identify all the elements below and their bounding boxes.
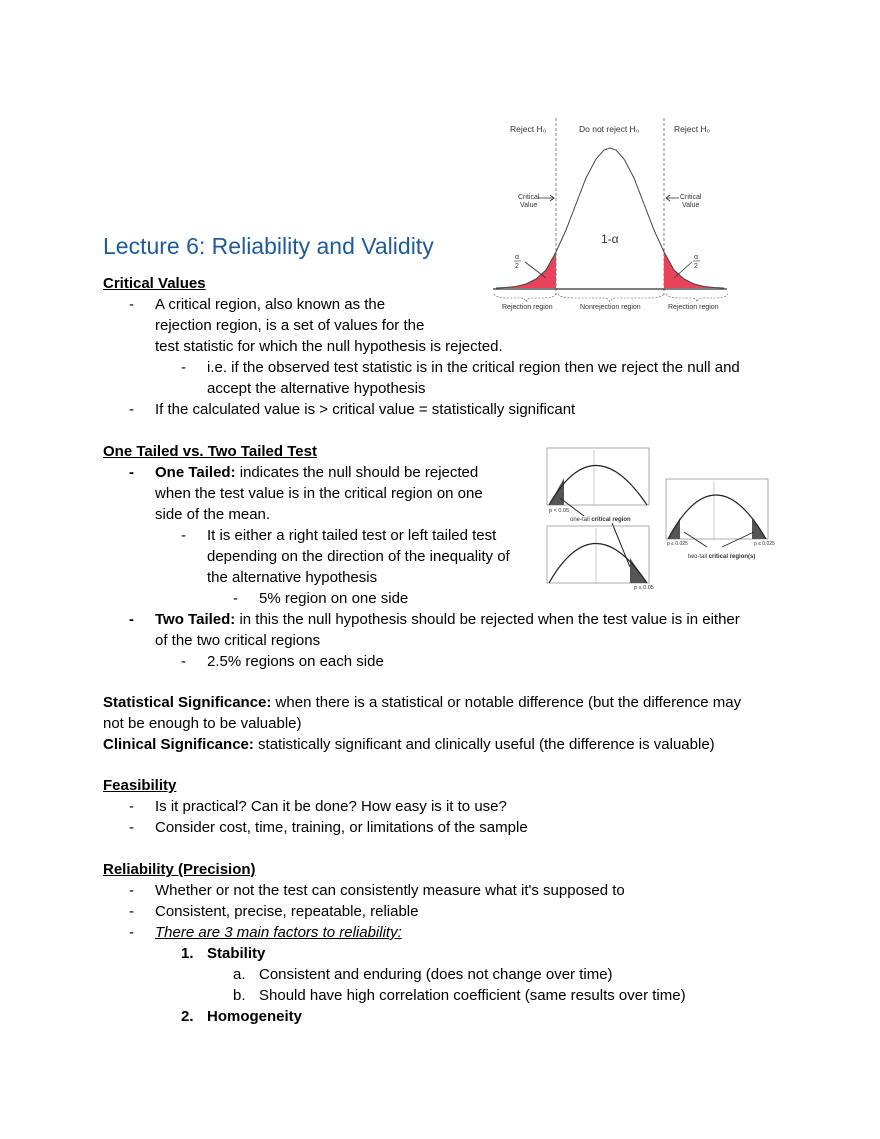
bullet-dash: -: [181, 527, 186, 544]
one-tailed-label: One Tailed:: [155, 464, 236, 481]
two-tailed-label: Two Tailed:: [155, 611, 236, 628]
reliability-heading: Reliability (Precision): [103, 861, 256, 878]
reliability-b-marker: b.: [233, 987, 246, 1004]
reliability-b3: There are 3 main factors to reliability:: [155, 924, 402, 941]
bullet-dash: -: [181, 359, 186, 376]
label-alpha-right: α: [694, 254, 699, 261]
rejection-area-left: [496, 252, 556, 288]
critical-values-b1a-l1: i.e. if the observed test statistic is in the critical region then we reject the null and: [207, 359, 740, 376]
bell-curve: [496, 148, 724, 288]
critical-values-b1-l2: rejection region, is a set of values for the: [155, 317, 425, 334]
critical-values-b1-l3: test statistic for which the null hypothesis is rejected.: [155, 338, 503, 355]
label-reject-left: Reject H₀: [510, 124, 547, 134]
statistical-significance-label: Statistical Significance:: [103, 694, 272, 711]
reliability-a-text: Consistent and enduring (does not change over time): [259, 966, 613, 983]
label-p025-left: p ≤ 0.025: [667, 541, 688, 547]
label-critical-left-1: Critical: [518, 194, 540, 201]
statistical-significance-l1: [103, 692, 741, 713]
one-tailed-l3: side of the mean.: [155, 506, 271, 523]
reliability-n1-marker: 1.: [181, 945, 194, 962]
bullet-dash: -: [233, 590, 238, 607]
reliability-b-text: Should have high correlation coefficient (same results over time): [259, 987, 686, 1004]
label-critical-right-1: Critical: [680, 194, 702, 201]
two-tailed-l2: of the two critical regions: [155, 632, 321, 649]
one-tailed-l1: [155, 462, 478, 483]
label-critical-right-2: Value: [682, 202, 700, 209]
two-tailed-text: in this the null hypothesis should be rejected when the test value is in either: [235, 611, 740, 628]
label-p05-bottom: p ≤ 0.05: [634, 585, 654, 591]
bullet-dash: -: [129, 401, 134, 418]
one-tailed-sub-l1: It is either a right tailed test or left tailed test: [207, 527, 497, 544]
two-tail-curve: [668, 495, 766, 539]
feasibility-b1: Is it practical? Can it be done? How easy is it to use?: [155, 798, 507, 815]
reliability-b2: Consistent, precise, repeatable, reliable: [155, 903, 419, 920]
reliability-b1: Whether or not the test can consistently measure what it's supposed to: [155, 882, 625, 899]
reliability-n1-label: Stability: [207, 945, 266, 962]
bullet-dash: -: [129, 924, 134, 941]
tail-tests-figure: [544, 446, 780, 594]
reliability-n2-label: Homogeneity: [207, 1008, 303, 1025]
bullet-dash: -: [129, 903, 134, 920]
statistical-significance-l2: not be enough to be valuable): [103, 715, 302, 732]
label-p05-top: p < 0.05: [549, 508, 570, 514]
one-tailed-text: indicates the null should be rejected: [235, 464, 479, 481]
bullet-dash: -: [129, 464, 134, 481]
page-title: Lecture 6: Reliability and Validity: [103, 233, 434, 259]
label-reject-right: Reject H₀: [674, 124, 711, 134]
feasibility-heading: Feasibility: [103, 777, 177, 794]
label-two-left: 2: [515, 263, 519, 270]
two-tailed-sub: 2.5% regions on each side: [207, 653, 384, 670]
critical-values-b1a-l2: accept the alternative hypothesis: [207, 380, 426, 397]
label-alpha-left: α: [515, 254, 520, 261]
clinical-significance: [103, 734, 715, 755]
one-tailed-l2: when the test value is in the critical region on one: [155, 485, 483, 502]
feasibility-b2: Consider cost, time, training, or limitations of the sample: [155, 819, 528, 836]
label-do-not-reject: Do not reject H₀: [579, 124, 640, 134]
label-rejection-region-right: Rejection region: [668, 304, 719, 311]
one-tailed-sub-sub: 5% region on one side: [259, 590, 409, 607]
two-tailed-l1: [155, 609, 740, 630]
reliability-n2-marker: 2.: [181, 1008, 194, 1025]
label-critical-left-2: Value: [520, 202, 538, 209]
label-nonrejection-region: Nonrejection region: [580, 304, 641, 311]
normal-distribution-figure: [488, 110, 738, 320]
critical-values-b1-l1: A critical region, also known as the: [155, 296, 386, 313]
critical-values-b2: If the calculated value is > critical value = statistically significant: [155, 401, 576, 418]
label-one-minus-alpha: 1-α: [601, 232, 619, 246]
label-two-right: 2: [694, 263, 698, 270]
tails-heading: One Tailed vs. Two Tailed Test: [103, 443, 317, 460]
bullet-dash: -: [129, 819, 134, 836]
label-p025-right: p ≤ 0.025: [754, 541, 775, 547]
reliability-a-marker: a.: [233, 966, 246, 983]
label-rejection-region-left: Rejection region: [502, 304, 553, 311]
label-one-tail: one-tail critical region: [570, 517, 631, 523]
bullet-dash: -: [129, 296, 134, 313]
one-tailed-sub-l3: the alternative hypothesis: [207, 569, 378, 586]
label-two-tail: two-tail critical region(s): [688, 554, 756, 560]
one-tailed-sub-l2: depending on the direction of the inequality of: [207, 548, 510, 565]
bullet-dash: -: [129, 611, 134, 628]
bullet-dash: -: [129, 882, 134, 899]
statistical-significance-text: when there is a statistical or notable difference (but the difference may: [271, 694, 742, 711]
bullet-dash: -: [181, 653, 186, 670]
clinical-significance-label: Clinical Significance:: [103, 736, 254, 753]
clinical-significance-text: statistically significant and clinically useful (the difference is valuable): [253, 736, 715, 753]
critical-values-heading: Critical Values: [103, 275, 206, 292]
bullet-dash: -: [129, 798, 134, 815]
one-tail-pointer-down: [612, 523, 630, 567]
